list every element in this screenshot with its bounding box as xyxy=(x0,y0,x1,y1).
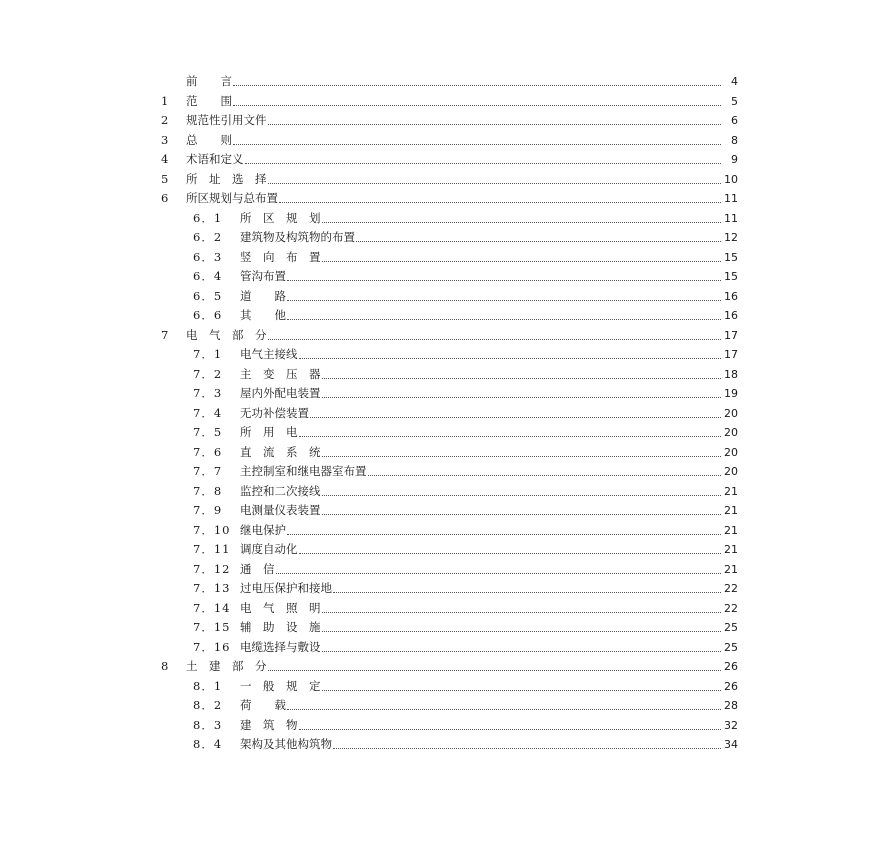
toc-entry[interactable] xyxy=(0,384,870,404)
toc-entry-title: 所 址 选 择 xyxy=(186,171,267,186)
dot-leader xyxy=(299,345,721,359)
dot-leader xyxy=(287,287,721,301)
toc-entry[interactable] xyxy=(0,735,870,755)
toc-entry-title: 其 他 xyxy=(240,308,286,322)
toc-entry-number: 6．2 xyxy=(193,230,223,244)
toc-entry-title: 电气主接线 xyxy=(240,347,298,361)
dot-leader xyxy=(322,248,721,262)
toc-entry-page-number: 16 xyxy=(724,309,738,322)
toc-entry[interactable] xyxy=(0,696,870,716)
toc-entry-title: 电测量仪表装置 xyxy=(240,503,321,517)
toc-entry-page-number: 26 xyxy=(724,679,738,693)
dot-leader xyxy=(322,677,721,691)
toc-entry-page-number: 4 xyxy=(731,75,738,88)
toc-entry-title: 竖 向 布 置 xyxy=(240,249,321,264)
toc-entry-number: 8．3 xyxy=(193,717,223,732)
toc-entry[interactable] xyxy=(0,579,870,599)
toc-entry-number: 6．4 xyxy=(193,269,223,283)
toc-entry[interactable] xyxy=(0,189,870,209)
toc-entry[interactable] xyxy=(0,462,870,482)
toc-entry[interactable] xyxy=(0,131,870,151)
toc-entry[interactable] xyxy=(0,209,870,229)
dot-leader xyxy=(233,92,721,106)
table-of-contents xyxy=(0,72,870,755)
toc-entry-number: 8．1 xyxy=(193,678,223,693)
toc-entry-number: 7．7 xyxy=(193,464,223,478)
toc-entry-number: 3 xyxy=(161,132,170,147)
toc-entry-number: 7．3 xyxy=(193,386,223,400)
toc-entry[interactable] xyxy=(0,404,870,424)
toc-entry[interactable] xyxy=(0,443,870,463)
dot-leader xyxy=(322,501,721,515)
toc-entry-page-number: 22 xyxy=(724,601,738,615)
toc-entry-number: 7 xyxy=(161,327,170,342)
toc-entry-number: 8．2 xyxy=(193,698,223,712)
toc-entry[interactable] xyxy=(0,638,870,658)
toc-entry-title: 土 建 部 分 xyxy=(186,659,267,673)
toc-entry-page-number: 17 xyxy=(724,348,738,361)
toc-entry-number: 6．6 xyxy=(193,308,223,322)
dot-leader xyxy=(322,599,721,613)
dot-leader xyxy=(333,735,721,749)
dot-leader xyxy=(299,716,721,730)
toc-entry[interactable] xyxy=(0,501,870,521)
toc-entry[interactable] xyxy=(0,716,870,736)
toc-entry-number: 7．2 xyxy=(193,366,223,381)
toc-entry-title: 屋内外配电装置 xyxy=(240,386,321,400)
toc-entry-title: 电 气 部 分 xyxy=(186,327,267,342)
toc-entry-page-number: 9 xyxy=(731,153,738,166)
dot-leader xyxy=(322,384,721,398)
toc-entry-title: 术语和定义 xyxy=(186,152,244,166)
toc-entry-page-number: 21 xyxy=(724,543,738,556)
toc-entry[interactable] xyxy=(0,657,870,677)
toc-entry-title: 一 般 规 定 xyxy=(240,678,321,693)
toc-entry-page-number: 28 xyxy=(724,699,738,712)
dot-leader xyxy=(287,521,721,535)
toc-entry[interactable] xyxy=(0,111,870,131)
toc-entry[interactable] xyxy=(0,170,870,190)
toc-entry[interactable] xyxy=(0,482,870,502)
toc-entry-title: 建 筑 物 xyxy=(240,717,298,732)
dot-leader xyxy=(268,170,721,184)
toc-entry-page-number: 10 xyxy=(724,172,738,186)
dot-leader xyxy=(233,72,721,86)
toc-entry-page-number: 34 xyxy=(724,738,738,751)
toc-entry-number: 1 xyxy=(161,93,170,108)
toc-entry-page-number: 6 xyxy=(731,114,738,127)
toc-entry-title: 所 用 电 xyxy=(240,425,298,439)
toc-entry-number: 7．8 xyxy=(193,483,223,498)
toc-entry-number: 8．4 xyxy=(193,737,223,751)
toc-entry-number: 7．16 xyxy=(193,639,231,654)
toc-entry[interactable] xyxy=(0,560,870,580)
dot-leader xyxy=(245,150,721,164)
dot-leader xyxy=(322,209,721,223)
dot-leader xyxy=(356,228,721,242)
toc-entry[interactable] xyxy=(0,287,870,307)
toc-entry-title: 无功补偿装置 xyxy=(240,405,309,420)
toc-entry-number: 7．11 xyxy=(193,542,231,556)
toc-entry-number: 5 xyxy=(161,171,170,186)
toc-entry-title: 所区规划与总布置 xyxy=(186,191,278,205)
toc-entry-page-number: 20 xyxy=(724,406,738,420)
toc-entry[interactable] xyxy=(0,267,870,287)
toc-entry-page-number: 5 xyxy=(731,94,738,108)
toc-entry-number: 7．4 xyxy=(193,405,223,420)
toc-entry-page-number: 21 xyxy=(724,504,738,517)
dot-leader xyxy=(287,267,721,281)
dot-leader xyxy=(322,638,721,652)
toc-entry-page-number: 25 xyxy=(724,640,738,654)
toc-entry-page-number: 21 xyxy=(724,484,738,498)
toc-entry[interactable] xyxy=(0,677,870,697)
dot-leader xyxy=(299,540,721,554)
toc-entry-number: 6．5 xyxy=(193,288,223,303)
toc-entry-page-number: 19 xyxy=(724,387,738,400)
dot-leader xyxy=(287,306,721,320)
toc-entry-number: 7．10 xyxy=(193,522,231,537)
toc-entry-number: 6 xyxy=(161,191,170,205)
toc-entry-title: 主 变 压 器 xyxy=(240,366,321,381)
toc-entry-title: 范 围 xyxy=(186,93,232,108)
toc-entry-page-number: 20 xyxy=(724,426,738,439)
toc-entry-page-number: 15 xyxy=(724,270,738,283)
toc-entry-title: 直 流 系 统 xyxy=(240,444,321,459)
toc-entry-title: 荷 载 xyxy=(240,698,286,712)
dot-leader xyxy=(322,482,721,496)
toc-entry-title: 道 路 xyxy=(240,288,286,303)
toc-entry-number: 7．15 xyxy=(193,620,231,634)
toc-entry-title: 电缆选择与敷设 xyxy=(240,639,321,654)
toc-entry[interactable] xyxy=(0,72,870,92)
toc-entry-number: 7．9 xyxy=(193,503,223,517)
toc-entry-page-number: 20 xyxy=(724,465,738,478)
toc-entry[interactable] xyxy=(0,618,870,638)
toc-entry-number: 7．1 xyxy=(193,347,223,361)
toc-entry-title: 架构及其他构筑物 xyxy=(240,737,332,751)
dot-leader xyxy=(287,696,721,710)
toc-entry-page-number: 15 xyxy=(724,250,738,264)
toc-entry-title: 总 则 xyxy=(186,132,232,147)
toc-entry[interactable] xyxy=(0,540,870,560)
toc-entry-page-number: 32 xyxy=(724,718,738,732)
toc-entry[interactable] xyxy=(0,228,870,248)
dot-leader xyxy=(368,462,721,476)
toc-entry-number: 6．3 xyxy=(193,249,223,264)
toc-entry-page-number: 11 xyxy=(724,211,738,225)
toc-entry[interactable] xyxy=(0,345,870,365)
toc-entry-page-number: 21 xyxy=(724,523,738,537)
dot-leader xyxy=(322,443,721,457)
toc-entry-number: 7．6 xyxy=(193,444,223,459)
toc-entry-page-number: 18 xyxy=(724,367,738,381)
dot-leader xyxy=(233,131,721,145)
toc-entry-number: 7．12 xyxy=(193,561,231,576)
toc-entry[interactable] xyxy=(0,365,870,385)
toc-entry-page-number: 21 xyxy=(724,562,738,576)
toc-entry-title: 管沟布置 xyxy=(240,269,286,283)
toc-entry-title: 主控制室和继电器室布置 xyxy=(240,464,367,478)
toc-entry[interactable] xyxy=(0,306,870,326)
toc-entry-page-number: 17 xyxy=(724,328,738,342)
toc-entry-title: 继电保护 xyxy=(240,522,286,537)
toc-entry-number: 2 xyxy=(161,113,170,127)
toc-entry[interactable] xyxy=(0,521,870,541)
dot-leader xyxy=(276,560,721,574)
toc-entry[interactable] xyxy=(0,326,870,346)
toc-entry[interactable] xyxy=(0,599,870,619)
toc-entry-page-number: 11 xyxy=(724,192,738,205)
toc-entry-number: 4 xyxy=(161,152,170,166)
dot-leader xyxy=(299,423,721,437)
toc-entry-page-number: 26 xyxy=(724,660,738,673)
toc-entry-title: 过电压保护和接地 xyxy=(240,581,332,595)
toc-entry-number: 7．14 xyxy=(193,600,231,615)
dot-leader xyxy=(333,579,721,593)
toc-entry-title: 辅 助 设 施 xyxy=(240,620,321,634)
toc-entry-title: 所 区 规 划 xyxy=(240,210,321,225)
toc-entry-title: 规范性引用文件 xyxy=(186,113,267,127)
toc-entry-title: 调度自动化 xyxy=(240,542,298,556)
toc-entry[interactable] xyxy=(0,92,870,112)
toc-entry-title: 前 言 xyxy=(186,74,232,88)
toc-entry[interactable] xyxy=(0,423,870,443)
toc-entry-title: 通 信 xyxy=(240,561,275,576)
dot-leader xyxy=(279,189,721,203)
toc-entry-number: 6．1 xyxy=(193,210,223,225)
dot-leader xyxy=(322,365,721,379)
dot-leader xyxy=(268,657,721,671)
toc-entry-page-number: 20 xyxy=(724,445,738,459)
toc-entry[interactable] xyxy=(0,150,870,170)
toc-entry-title: 建筑物及构筑物的布置 xyxy=(240,230,355,244)
toc-entry-page-number: 22 xyxy=(724,582,738,595)
dot-leader xyxy=(268,111,721,125)
toc-entry-page-number: 25 xyxy=(724,621,738,634)
dot-leader xyxy=(268,326,721,340)
dot-leader xyxy=(310,404,721,418)
toc-entry-page-number: 8 xyxy=(731,133,738,147)
toc-entry-title: 监控和二次接线 xyxy=(240,483,321,498)
toc-entry-number: 8 xyxy=(161,659,170,673)
toc-entry-number: 7．5 xyxy=(193,425,223,439)
dot-leader xyxy=(322,618,721,632)
toc-entry-title: 电 气 照 明 xyxy=(240,600,321,615)
toc-entry-page-number: 16 xyxy=(724,289,738,303)
toc-entry[interactable] xyxy=(0,248,870,268)
toc-entry-page-number: 12 xyxy=(724,231,738,244)
toc-entry-number: 7．13 xyxy=(193,581,231,595)
